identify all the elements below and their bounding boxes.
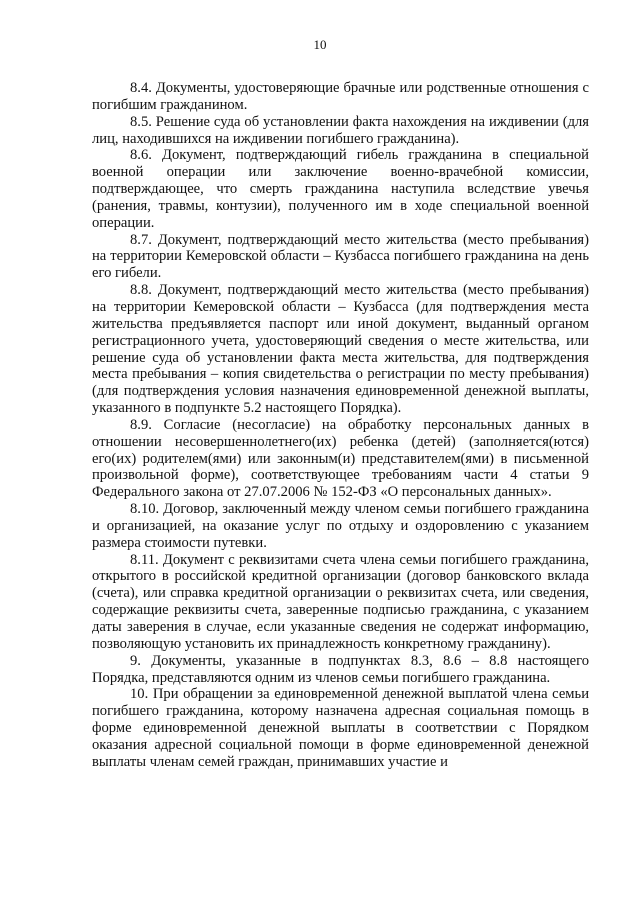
paragraph-8-6: 8.6. Документ, подтверждающий гибель гражданина в специальной военной операции или заключение военно-врачебной комиссии, подтверждающее, что смерть гражданина наступила вследствие увечья (ранения, травмы, контузии), полученного им в ходе специальной военной операции.	[92, 147, 589, 231]
paragraph-8-10: 8.10. Договор, заключенный между членом семьи погибшего гражданина и организацией, на оказание услуг по отдыху и оздоровлению с указанием размера стоимости путевки.	[92, 501, 589, 551]
paragraph-10: 10. При обращении за единовременной денежной выплатой члена семьи погибшего гражданина, которому назначена адресная социальная помощь в форме единовременной денежной выплаты в соответствии с Порядком оказания адресной социальной помощи в форме единовременной денежной выплаты членам семей граждан, принимавших участие и	[92, 686, 589, 770]
paragraph-9: 9. Документы, указанные в подпунктах 8.3, 8.6 – 8.8 настоящего Порядка, представляются одним из членов семьи погибшего гражданина.	[92, 652, 589, 686]
paragraph-8-11: 8.11. Документ с реквизитами счета члена семьи погибшего гражданина, открытого в российской кредитной организации (договор банковского вклада (счета), или справка кредитной организации о реквизитах счета, или сведения, содержащие реквизиты счета, заверенные подписью гражданина, с указанием даты заверения в случае, если указанные сведения не содержат информацию, позволяющую установить их принадлежность конкретному гражданину).	[92, 551, 589, 652]
paragraph-8-4: 8.4. Документы, удостоверяющие брачные или родственные отношения с погибшим гражданином.	[92, 80, 589, 113]
paragraph-8-9: 8.9. Согласие (несогласие) на обработку персональных данных в отношении несовершеннолетнего(их) ребенка (детей) (заполняется(ются) его(их) родителем(ями) или законным(и) представителем(ями) в письменной произвольной форме), соответствующее требованиям части 4 статьи 9 Федерального закона от 27.07.2006 № 152-ФЗ «О персональных данных».	[92, 416, 589, 501]
paragraph-8-8: 8.8. Документ, подтверждающий место жительства (место пребывания) на территории Кемеровской области – Кузбасса (для подтверждения места жительства предъявляется паспорт или иной документ, выданный органом регистрационного учета, удостоверяющий сведения о месте жительства, или решение суда об установлении факта места жительства, для подтверждения места пребывания – копия свидетельства о регистрации по месту пребывания) (для подтверждения условия назначения единовременной денежной выплаты, указанного в подпункте 5.2 настоящего Порядка).	[92, 282, 589, 417]
paragraph-8-5: 8.5. Решение суда об установлении факта нахождения на иждивении (для лиц, находившихся на иждивении погибшего гражданина).	[92, 113, 589, 147]
paragraph-8-7: 8.7. Документ, подтверждающий место жительства (место пребывания) на территории Кемеровской области – Кузбасса погибшего гражданина на день его гибели.	[92, 231, 589, 282]
document-body	[92, 80, 589, 771]
page-number: 10	[313, 37, 327, 52]
